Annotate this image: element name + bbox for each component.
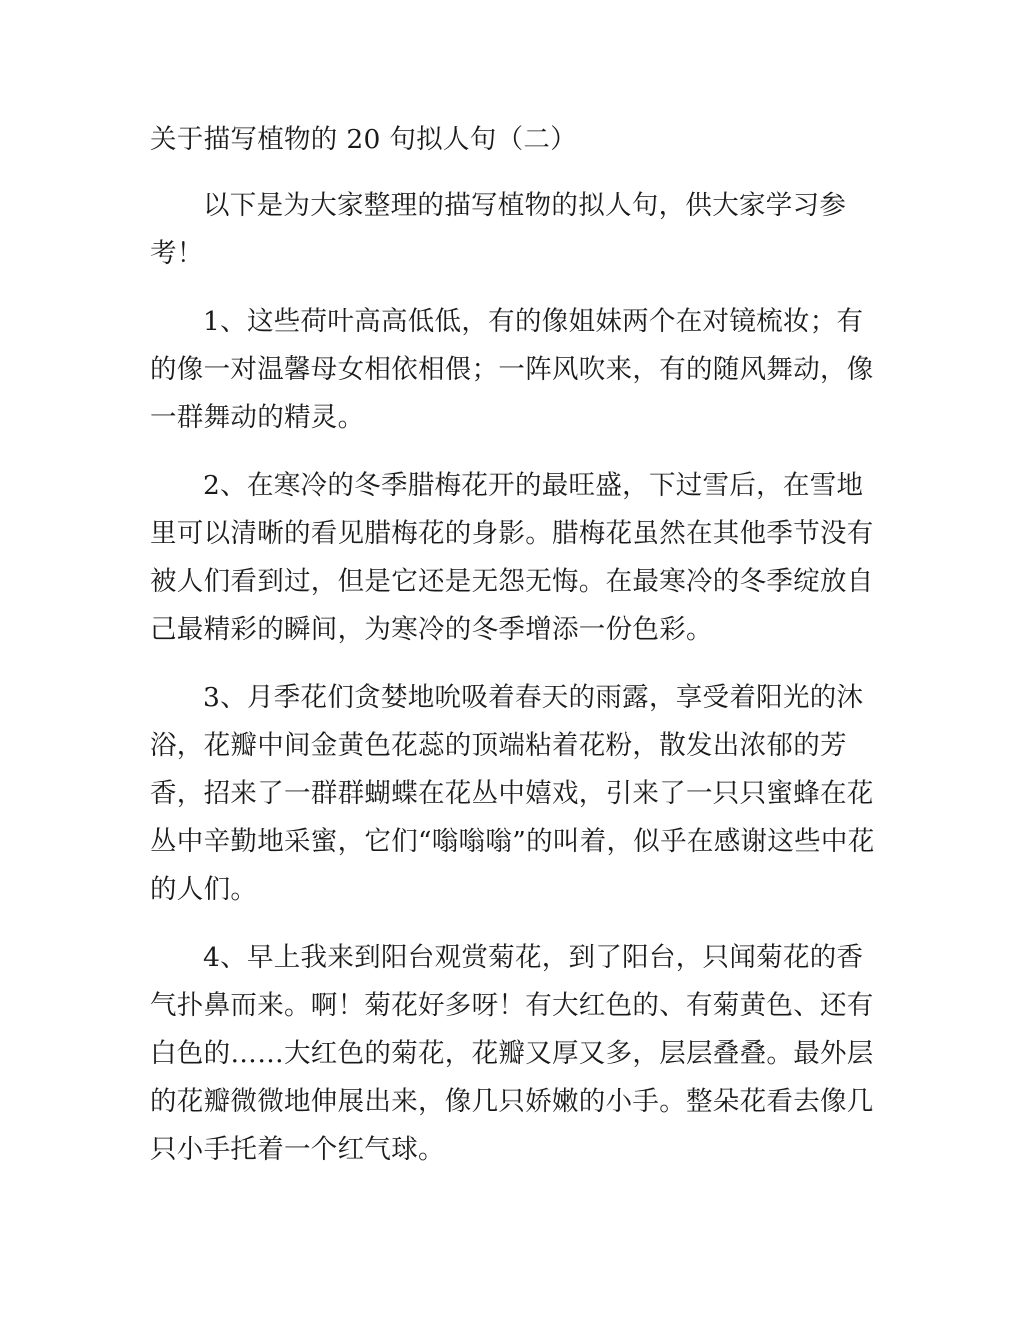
paragraph-intro: 以下是为大家整理的描写植物的拟人句，供大家学习参考！ <box>150 190 847 269</box>
paragraph-1: 1、这些荷叶高高低低，有的像姐妹两个在对镜梳妆；有的像一对温馨母女相依相偎；一阵风吹来，有的随风舞动，像一群舞动的精灵。 <box>150 306 874 433</box>
paragraph-2: 2、在寒冷的冬季腊梅花开的最旺盛，下过雪后，在雪地里可以清晰的看见腊梅花的身影。腊梅花虽然在其他季节没有被人们看到过，但是它还是无怨无悔。在最寒冷的冬季绽放自己最精彩的瞬间，为寒冷的冬季增添一份色彩。 <box>150 470 874 645</box>
document-title: 关于描写植物的 20 句拟人句（二） <box>150 124 577 155</box>
paragraph-4: 4、早上我来到阳台观赏菊花，到了阳台，只闻菊花的香气扑鼻而来。啊！菊花好多呀！有大红色的、有菊黄色、还有白色的……大红色的菊花，花瓣又厚又多，层层叠叠。最外层的花瓣微微地伸展出来，像几只娇嫩的小手。整朵花看去像几只小手托着一个红气球。 <box>150 942 874 1165</box>
paragraph-3: 3、月季花们贪婪地吮吸着春天的雨露，享受着阳光的沐浴，花瓣中间金黄色花蕊的顶端粘着花粉，散发出浓郁的芳香，招来了一群群蝴蝶在花丛中嬉戏，引来了一只只蜜蜂在花丛中辛勤地采蜜，它们“嗡嗡嗡”的叫着，似乎在感谢这些中花的人们。 <box>150 682 875 905</box>
document-page <box>150 118 875 1194</box>
